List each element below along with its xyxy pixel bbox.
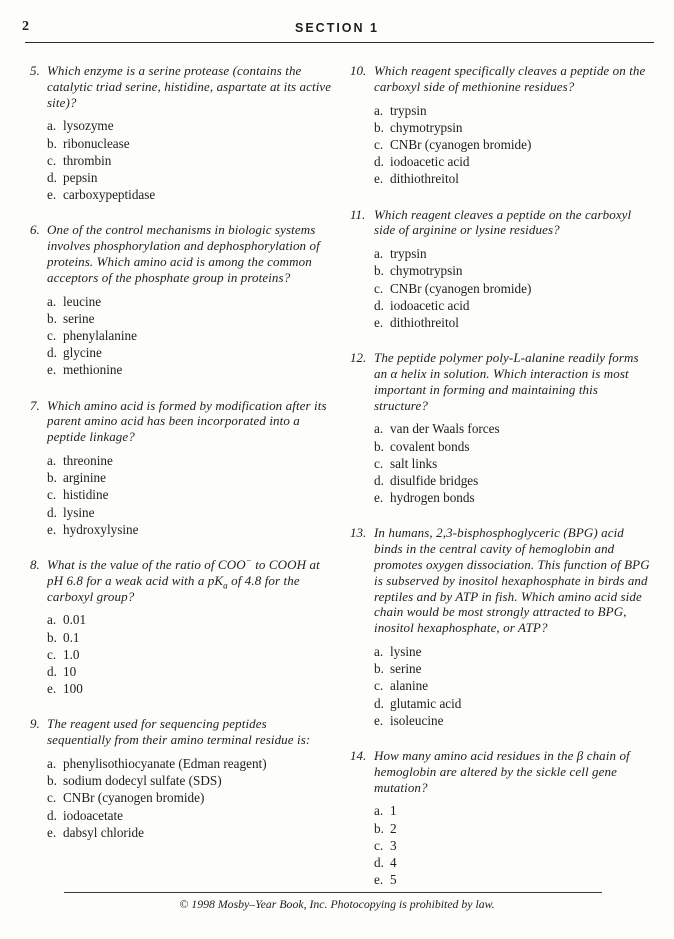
option-letter: b.: [47, 135, 57, 151]
option-text: dabsyl chloride: [63, 824, 144, 840]
option-text: glycine: [63, 345, 102, 361]
option-letter: a.: [374, 421, 384, 437]
option-row: [374, 136, 652, 153]
option-text: sodium dodecyl sulfate (SDS): [63, 773, 222, 789]
option-row: [47, 486, 332, 503]
option-row: [47, 293, 332, 310]
option-letter: b.: [374, 119, 384, 135]
option-letter: c.: [47, 152, 57, 168]
option-row: [374, 837, 652, 854]
option-letter: c.: [374, 137, 384, 152]
option-letter: e.: [47, 824, 57, 840]
question-stem: Which enzyme is a serine protease (contains the catalytic triad serine, histidine, aspartate at its active site)?: [47, 63, 332, 110]
option-row: [374, 643, 652, 660]
question-number: 9.: [30, 716, 40, 732]
option-row: [374, 695, 652, 712]
option-text: van der Waals forces: [390, 421, 500, 437]
option-text: 10: [63, 664, 77, 680]
option-letter: e.: [47, 521, 57, 537]
option-row: [47, 772, 332, 789]
question-body: [47, 716, 332, 841]
option-row: [47, 824, 332, 841]
option-row: [374, 153, 652, 170]
option-text: trypsin: [390, 102, 427, 118]
option-row: [374, 119, 652, 136]
option-row: [374, 438, 652, 455]
option-row: [47, 755, 332, 772]
question-stem: In humans, 2,3-bisphosphoglyceric (BPG) acid binds in the central cavity of hemoglobin and promotes oxygen dissociation. This function of BPG is subserved by inositol hexaphosphate in birds and reptiles and by ATP in fish. Which amino acid side chain would be most strongly attracted to BPG, inositol hexaphosphate, or ATP?: [374, 525, 650, 636]
question-stem: One of the control mechanisms in biologic systems involves phosphorylation and dephosphorylation of proteins. Which amino acid is among the common acceptors of the phosphate group in proteins?: [47, 222, 320, 285]
copyright-notice: © 1998 Mosby–Year Book, Inc. Photocopying is prohibited by law.: [179, 897, 495, 911]
option-row: [47, 344, 332, 361]
option-text: hydroxylysine: [63, 521, 139, 537]
option-text: trypsin: [390, 246, 427, 262]
option-text: phenylalanine: [63, 328, 137, 343]
option-letter: a.: [374, 644, 384, 659]
option-row: [374, 677, 652, 694]
option-letter: c.: [374, 280, 384, 296]
option-letter: d.: [374, 154, 384, 170]
question-14: [350, 748, 652, 888]
option-row: [374, 102, 652, 119]
question-5: [30, 63, 332, 203]
question-body: [47, 557, 332, 697]
option-letter: c.: [374, 837, 384, 853]
page-footer: [0, 892, 674, 912]
option-letter: d.: [374, 473, 384, 489]
options-list: [374, 802, 652, 888]
question-body: [374, 350, 652, 506]
option-letter: a.: [374, 102, 384, 118]
options-list: [374, 245, 652, 331]
option-letter: c.: [374, 455, 384, 471]
option-row: [374, 472, 652, 489]
option-text: CNBr (cyanogen bromide): [63, 790, 205, 806]
option-row: [374, 660, 652, 677]
option-row: [47, 186, 332, 203]
option-letter: d.: [47, 345, 57, 361]
option-row: [374, 420, 652, 437]
option-row: [47, 361, 332, 378]
option-letter: c.: [374, 678, 384, 694]
question-number: 8.: [30, 557, 40, 573]
option-row: [374, 712, 652, 729]
option-letter: e.: [47, 362, 57, 378]
option-letter: c.: [47, 328, 57, 343]
option-row: [47, 611, 332, 628]
option-letter: a.: [47, 293, 57, 309]
option-text: iodoacetate: [63, 807, 124, 823]
question-9: [30, 716, 332, 841]
option-text: 1: [390, 803, 397, 819]
question-number: 7.: [30, 397, 40, 413]
option-row: [374, 854, 652, 871]
option-row: [374, 297, 652, 314]
option-text: lysine: [390, 644, 422, 659]
option-text: covalent bonds: [390, 438, 470, 454]
option-text: chymotrypsin: [390, 263, 463, 279]
option-letter: e.: [47, 187, 57, 203]
option-row: [47, 452, 332, 469]
option-row: [47, 504, 332, 521]
option-letter: c.: [47, 790, 57, 806]
option-text: 1.0: [63, 646, 80, 662]
page-header: [0, 0, 674, 44]
options-list: [374, 420, 652, 506]
question-8: [30, 557, 332, 697]
option-text: 100: [63, 681, 83, 697]
footer-rule: [64, 892, 602, 893]
question-number: 10.: [350, 63, 367, 78]
option-text: serine: [390, 661, 422, 677]
option-letter: d.: [374, 297, 384, 313]
right-column: [350, 63, 652, 907]
option-letter: b.: [374, 438, 384, 454]
question-number: 6.: [30, 222, 40, 238]
header-rule: [25, 42, 654, 43]
option-row: [47, 469, 332, 486]
option-row: [47, 629, 332, 646]
options-list: [47, 117, 332, 203]
option-text: isoleucine: [390, 712, 444, 728]
option-text: ribonuclease: [63, 135, 130, 151]
option-letter: a.: [47, 453, 57, 468]
options-list: [47, 452, 332, 538]
option-letter: a.: [47, 756, 57, 772]
option-text: threonine: [63, 453, 113, 468]
option-row: [374, 262, 652, 279]
question-number: 11.: [350, 206, 366, 222]
option-row: [47, 135, 332, 152]
option-row: [374, 170, 652, 187]
option-text: arginine: [63, 470, 106, 486]
option-text: serine: [63, 310, 95, 326]
option-text: 2: [390, 820, 397, 836]
option-row: [47, 117, 332, 134]
option-text: thrombin: [63, 152, 112, 168]
option-letter: d.: [47, 807, 57, 823]
option-row: [47, 646, 332, 663]
option-letter: a.: [374, 803, 384, 819]
option-letter: e.: [374, 872, 384, 888]
question-stem: How many amino acid residues in the β chain of hemoglobin are altered by the sickle cell gene mutation?: [374, 748, 630, 795]
option-row: [47, 169, 332, 186]
option-letter: b.: [374, 263, 384, 279]
option-letter: e.: [374, 315, 384, 331]
question-body: [374, 525, 652, 729]
question-body: [47, 63, 332, 203]
option-row: [374, 455, 652, 472]
question-columns: [0, 44, 674, 907]
left-column: [30, 63, 332, 907]
question-7: [30, 398, 332, 538]
option-text: phenylisothiocyanate (Edman reagent): [63, 756, 267, 772]
option-letter: e.: [374, 712, 384, 728]
options-list: [47, 293, 332, 379]
option-row: [374, 802, 652, 819]
question-13: [350, 525, 652, 729]
option-row: [374, 314, 652, 331]
option-letter: b.: [47, 310, 57, 326]
option-row: [47, 310, 332, 327]
options-list: [374, 102, 652, 188]
option-letter: d.: [47, 664, 57, 680]
option-text: chymotrypsin: [390, 119, 463, 135]
option-letter: b.: [374, 820, 384, 836]
option-letter: b.: [374, 661, 384, 677]
question-body: [374, 207, 652, 332]
option-text: CNBr (cyanogen bromide): [390, 280, 532, 296]
option-row: [47, 789, 332, 806]
section-title: SECTION 1: [295, 21, 379, 35]
option-row: [47, 663, 332, 680]
option-row: [374, 489, 652, 506]
option-row: [374, 280, 652, 297]
question-stem: What is the value of the ratio of COO− to COOH at pH 6.8 for a weak acid with a $pK_a$ of 4.8 for the carboxyl group?: [47, 555, 320, 604]
option-row: [374, 245, 652, 262]
option-letter: d.: [374, 855, 384, 871]
question-11: [350, 207, 652, 332]
option-text: alanine: [390, 678, 429, 694]
options-list: [374, 643, 652, 729]
option-letter: b.: [47, 470, 57, 486]
option-text: salt links: [390, 455, 438, 471]
option-letter: a.: [47, 118, 57, 134]
option-text: lysozyme: [63, 118, 114, 134]
question-stem: Which reagent specifically cleaves a peptide on the carboxyl side of methionine residues?: [374, 63, 646, 94]
option-text: pepsin: [63, 170, 98, 185]
question-6: [30, 222, 332, 378]
option-row: [47, 680, 332, 697]
option-row: [47, 521, 332, 538]
option-text: iodoacetic acid: [390, 154, 470, 170]
question-stem: The reagent used for sequencing peptides sequentially from their amino terminal residue is:: [47, 716, 311, 748]
option-letter: e.: [374, 171, 384, 187]
option-letter: a.: [374, 246, 384, 262]
option-letter: c.: [47, 487, 57, 503]
option-text: lysine: [63, 504, 95, 520]
question-number: 14.: [350, 748, 367, 764]
question-body: [47, 222, 332, 378]
option-row: [47, 807, 332, 824]
question-stem: The peptide polymer poly-L-alanine readily forms an α helix in solution. Which interaction is most important in forming and maintaining this structure?: [374, 350, 639, 413]
option-letter: e.: [374, 490, 384, 506]
option-letter: d.: [47, 170, 57, 185]
option-text: 3: [390, 837, 397, 853]
option-text: 4: [390, 855, 397, 871]
option-letter: b.: [47, 629, 57, 645]
options-list: [47, 755, 332, 841]
page-number: 2: [22, 19, 29, 34]
option-text: 0.01: [63, 612, 87, 628]
question-10: [350, 63, 652, 188]
option-text: disulfide bridges: [390, 473, 479, 489]
option-text: 0.1: [63, 629, 80, 645]
option-text: 5: [390, 872, 397, 888]
option-text: methionine: [63, 362, 123, 378]
option-text: dithiothreitol: [390, 171, 459, 187]
option-text: hydrogen bonds: [390, 490, 475, 506]
option-letter: a.: [47, 612, 57, 628]
question-number: 5.: [30, 63, 40, 78]
option-row: [47, 152, 332, 169]
option-row: [47, 327, 332, 344]
option-text: carboxypeptidase: [63, 187, 156, 203]
option-text: histidine: [63, 487, 109, 503]
question-stem: Which reagent cleaves a peptide on the carboxyl side of arginine or lysine residues?: [374, 206, 632, 238]
question-stem: Which amino acid is formed by modification after its parent amino acid has been incorporated into a peptide linkage?: [47, 397, 327, 445]
question-body: [374, 63, 652, 188]
options-list: [47, 611, 332, 697]
option-letter: e.: [47, 681, 57, 697]
option-letter: c.: [47, 646, 57, 662]
option-row: [374, 871, 652, 888]
option-text: dithiothreitol: [390, 315, 459, 331]
option-row: [374, 820, 652, 837]
option-text: iodoacetic acid: [390, 297, 470, 313]
option-text: glutamic acid: [390, 695, 462, 711]
question-body: [374, 748, 652, 888]
option-letter: d.: [374, 695, 384, 711]
question-body: [47, 398, 332, 538]
question-number: 12.: [350, 350, 367, 366]
option-text: leucine: [63, 293, 102, 309]
question-12: [350, 350, 652, 506]
question-number: 13.: [350, 525, 367, 541]
option-letter: b.: [47, 773, 57, 789]
option-letter: d.: [47, 504, 57, 520]
option-text: CNBr (cyanogen bromide): [390, 137, 532, 152]
